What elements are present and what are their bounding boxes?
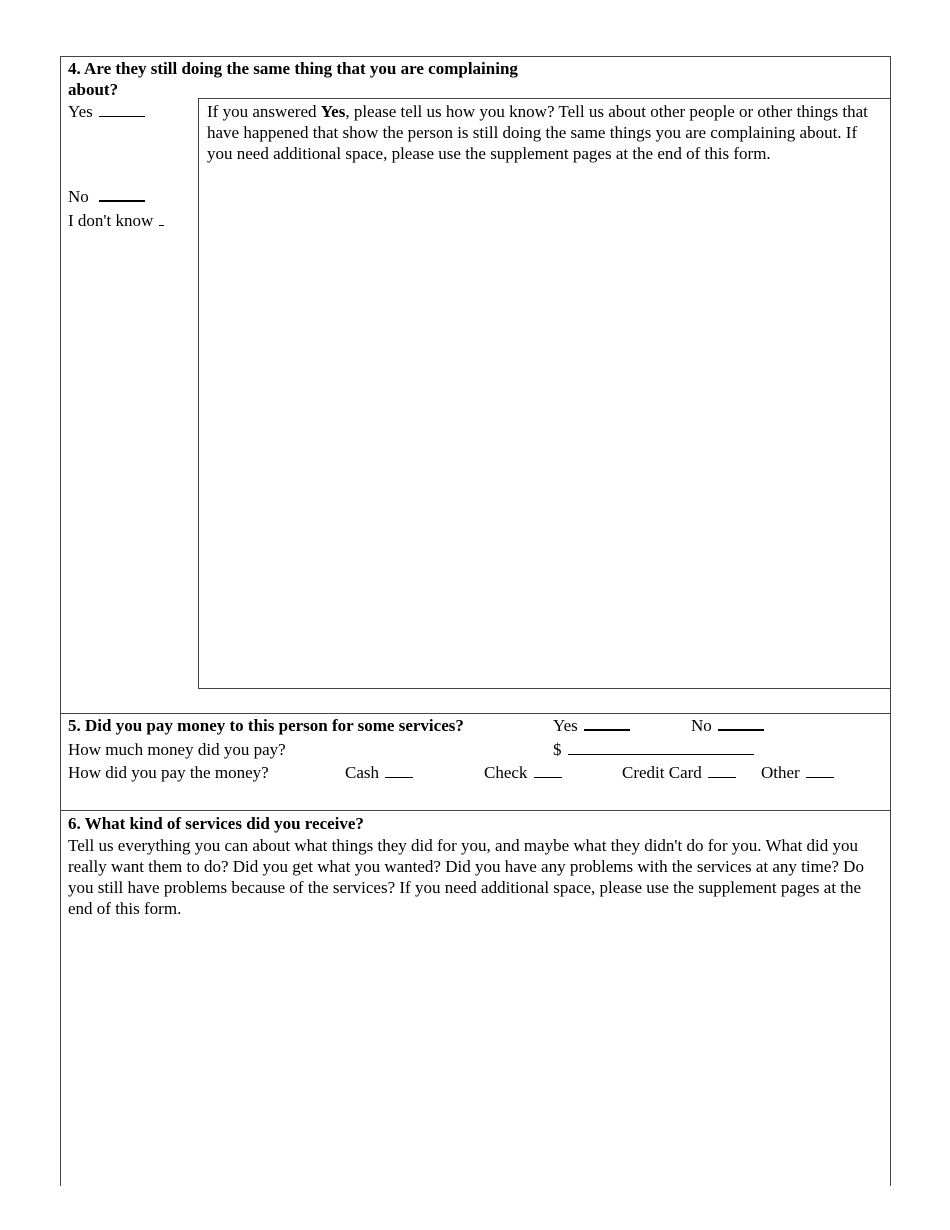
q4-yes-option[interactable]	[68, 101, 145, 122]
q6-body: Tell us everything you can about what things they did for you, and maybe what they didn't do for you. What did you really want them to do? Did you get what you wanted? Did you have any problems with the services at any time? Do you still have problems because of the services? If you need additional space, please use the supplement pages at the end of this form.	[68, 836, 864, 918]
q5-cash-label: Cash	[345, 763, 379, 782]
q5-cash-blank[interactable]	[385, 763, 413, 778]
q5-check-label: Check	[484, 763, 528, 782]
q5-title: 5. Did you pay money to this person for some services?	[68, 716, 464, 735]
q5-how-much-label: How much money did you pay?	[68, 740, 286, 759]
q5-yes-label: Yes	[553, 716, 578, 735]
q5-other-option[interactable]	[761, 762, 834, 783]
q4-explanation-text: If you answered Yes, please tell us how you know? Tell us about other people or other things that have happened that show the person is still doing the same things you are complaining about. If you need additional space, please use the supplement pages at the end of this form.	[207, 102, 868, 163]
q4-no-option[interactable]	[68, 186, 145, 207]
q5-check-blank[interactable]	[534, 763, 562, 778]
q6-answer-area[interactable]	[61, 925, 890, 1185]
q4-dont-know-option[interactable]	[68, 210, 164, 231]
q4-dont-know-label: I don't know	[68, 211, 154, 230]
q5-cash-option[interactable]	[345, 762, 413, 783]
q4-no-label: No	[68, 187, 89, 206]
q5-how-pay-label: How did you pay the money?	[68, 763, 269, 782]
q4-explanation-box[interactable]	[198, 98, 891, 689]
q5-no-option[interactable]	[691, 715, 764, 736]
q5-other-label: Other	[761, 763, 800, 782]
q5-currency-symbol: $	[553, 740, 562, 759]
q5-bottom-divider	[60, 810, 891, 811]
form-top-border	[60, 56, 891, 57]
q5-amount-blank[interactable]	[568, 740, 754, 755]
q4-explanation-bold: Yes	[320, 102, 346, 121]
q4-dont-know-blank[interactable]	[159, 211, 164, 226]
q5-no-label: No	[691, 716, 712, 735]
q5-no-blank[interactable]	[718, 715, 764, 731]
q4-yes-blank[interactable]	[99, 102, 145, 117]
q5-credit-card-option[interactable]	[622, 762, 736, 783]
q5-amount-field[interactable]	[553, 739, 754, 760]
q5-check-option[interactable]	[484, 762, 562, 783]
q5-credit-card-blank[interactable]	[708, 763, 736, 778]
q4-title-line2: about?	[68, 80, 119, 99]
q4-title-line1: 4. Are they still doing the same thing that you are complaining	[68, 59, 518, 78]
q4-no-blank[interactable]	[99, 186, 145, 202]
q4-yes-label: Yes	[68, 102, 93, 121]
q5-other-blank[interactable]	[806, 763, 834, 778]
q6-title: 6. What kind of services did you receive?	[68, 814, 364, 833]
q5-yes-option[interactable]	[553, 715, 630, 736]
q4-bottom-divider	[60, 713, 891, 714]
q5-credit-card-label: Credit Card	[622, 763, 702, 782]
q5-yes-blank[interactable]	[584, 715, 630, 731]
